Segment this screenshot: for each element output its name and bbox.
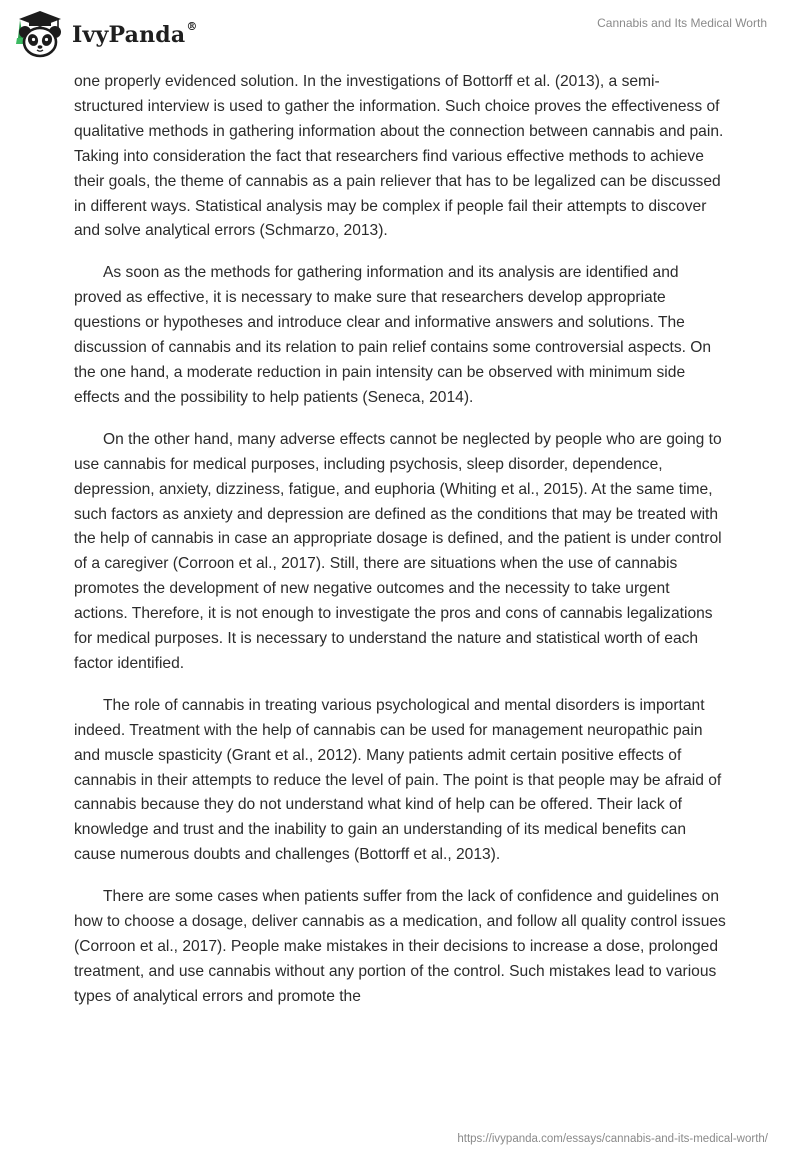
running-title: Cannabis and Its Medical Worth — [597, 16, 767, 30]
page-header — [0, 0, 800, 70]
paragraph-1: one properly evidenced solution. In the investigations of Bottorff et al. (2013), a semi-structured interview is used to gather the information. Such choice proves the effectiveness of qualitative methods in gathering information about the connection between cannabis and pain. Taking into consideration the fact that researchers find various effective methods to achieve their goals, the theme of cannabis as a pain reliever that has to be legalized can be discussed in different ways. Statistical analysis may be complex if people fail their attempts to discover and solve analytical errors (Schmarzo, 2013). — [74, 73, 724, 240]
registered-mark: ® — [186, 20, 198, 33]
brand-logo-link[interactable] — [14, 8, 198, 60]
essay-body — [74, 70, 726, 1027]
source-url-link[interactable]: https://ivypanda.com/essays/cannabis-and-its-medical-worth/ — [457, 1133, 768, 1145]
paragraph-3: On the other hand, many adverse effects cannot be neglected by people who are going to use cannabis for medical purposes, including psychosis, sleep disorder, dependence, depression, anxiety, dizziness, fatigue, and euphoria (Whiting et al., 2015). At the same time, such factors as anxiety and depression are defined as the conditions that may be treated with the help of cannabis in case an appropriate dosage is defined, and the patient is under control of a caregiver (Corroon et al., 2017). Still, there are situations when the use of cannabis promotes the development of new negative outcomes and the necessity to take urgent actions. Therefore, it is not enough to investigate the pros and cons of cannabis legalizations for medical purposes. It is necessary to understand the nature and statistical worth of each factor identified. — [74, 430, 722, 672]
paragraph-4: The role of cannabis in treating various psychological and mental disorders is important indeed. Treatment with the help of cannabis can be used for management neuropathic pain and muscle spasticity (Grant et al., 2012). Many patients admit certain positive effects of cannabis in their attempts to reduce the level of pain. The point is that people may be afraid of cannabis because they do not understand what kind of help can be offered. Their lack of knowledge and trust and the inability to gain an understanding of its medical benefits can cause numerous doubts and challenges (Bottorff et al., 2013). — [74, 696, 722, 864]
panda-logo-icon — [14, 8, 66, 60]
paragraph-2: As soon as the methods for gathering information and its analysis are identified and proved as effective, it is necessary to make sure that researchers develop appropriate questions or hypotheses and introduce clear and informative answers and solutions. The discussion of cannabis and its relation to pain relief contains some controversial aspects. On the one hand, a moderate reduction in pain intensity can be observed with minimum side effects and the possibility to help patients (Seneca, 2014). — [74, 264, 712, 406]
paragraph-5: There are some cases when patients suffer from the lack of confidence and guidelines on how to choose a dosage, deliver cannabis as a medication, and follow all quality control issues (Corroon et al., 2017). People make mistakes in their decisions to increase a dose, prolonged treatment, and use cannabis without any portion of the control. Such mistakes lead to various types of analytical errors and promote the — [74, 888, 726, 1005]
brand-name: IvyPanda® — [72, 20, 198, 48]
